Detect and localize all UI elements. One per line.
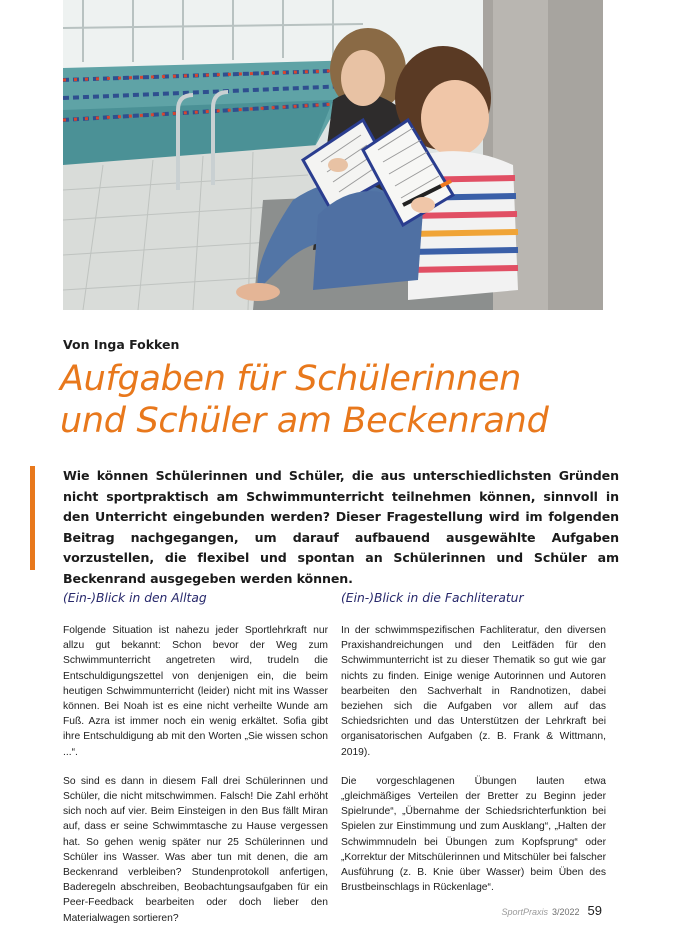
magazine-name: SportPraxis (501, 907, 548, 917)
page-number: 59 (587, 903, 602, 918)
photo-two-students-reading-at-poolside (63, 0, 603, 310)
body-paragraph: In der schwimmspezifischen Fachliteratur, den diversen Praxishandreichungen und den Leitfäden für den Schwimmunterricht ist zu dieser Thematik so gut wie gar nichts zu finden. Einige wenige Autorinnen und Autoren bearbeiten den Sachverhalt in Randnotizen, dabei beziehen sich die Aufgaben vor allem auf das Schiedsrichten und das Unterstützen der Lehrkraft bei organisatorischen Aufgaben (z. B. Frank & Wittmann, 2019). (341, 625, 606, 758)
section-heading-alltag: (Ein-)Blick in den Alltag (63, 591, 207, 605)
article-title-line-1: Aufgaben für Schülerinnen (60, 359, 521, 399)
article-title (60, 358, 660, 442)
article-photo (63, 0, 603, 310)
body-paragraph: Folgende Situation ist nahezu jeder Sportlehrkraft nur allzu gut bekannt: Schon bevor der Weg zum Schwimmunterricht angetreten wird, trudeln die Entschuldigungszettel von denjenigen ein, die beim heutigen Schwimmunterricht (leider) nicht mit ins Wasser können. Bei Noah ist es eine nicht verheilte Wunde am Fuß. Azra ist immer noch ein wenig erkältet. Sofia gibt ihre Entschuldigung ab mit den Worten „Sie wissen schon ...“. (63, 625, 328, 758)
column-right (341, 589, 606, 909)
issue-number: 3/2022 (552, 907, 580, 917)
section-heading-fachliteratur: (Ein-)Blick in die Fachliteratur (341, 591, 524, 605)
body-paragraph: So sind es dann in diesem Fall drei Schülerinnen und Schüler, die nicht mitschwimmen. Falsch! Die Zahl erhöht sich noch auf vier. Beim Einsteigen in den Bus fällt Miran auf, dass er seine Schwimmtasche zu Hause vergessen hat. So gehen wenig später nur 25 Schülerinnen und Schüler ins Wasser. Was aber tun mit denen, die am Beckenrand verbleiben? Stundenprotokoll anfertigen, Baderegeln abschreiben, Beobachtungsaufgaben für ein Peer-Feedback bearbeiten oder doch lieber den Materialwagen sortieren? (63, 775, 328, 924)
author-byline: Von Inga Fokken (63, 337, 180, 352)
lead-paragraph: Wie können Schülerinnen und Schüler, die aus unterschiedlichsten Gründen nicht sportpraktisch am Schwimmunterricht teilnehmen können, sinnvoll in den Unterricht eingebunden werden? Dieser Fragestellung wird im folgenden Beitrag nachgegangen, um darauf aufbauend ausgewählte Aufgaben vorzustellen, die flexibel und spontan an Schülerinnen und Schüler am Beckenrand ausgegeben werden können. (63, 468, 619, 586)
article-title-line-2: und Schüler am Beckenrand (60, 401, 549, 441)
page-footer (501, 903, 602, 918)
column-left (63, 589, 328, 940)
lead-accent-bar (30, 466, 35, 570)
body-paragraph: Die vorgeschlagenen Übungen lauten etwa „gleichmäßiges Verteilen der Bretter zu Beginn jeder Spielrunde“, „Übernahme der Schiedsrichterfunktion bei Spielen zur Einstimmung und zum Ausklang“, „Halten der Schwimmnudeln bei Übungen zum Kopfsprung“ oder „Korrektur der Mitschülerinnen und Mitschüler bei falscher Ausführung (z. B. Knie über Wasser) beim Üben des Brustbeinschlags in Rückenlage“. (341, 775, 606, 894)
